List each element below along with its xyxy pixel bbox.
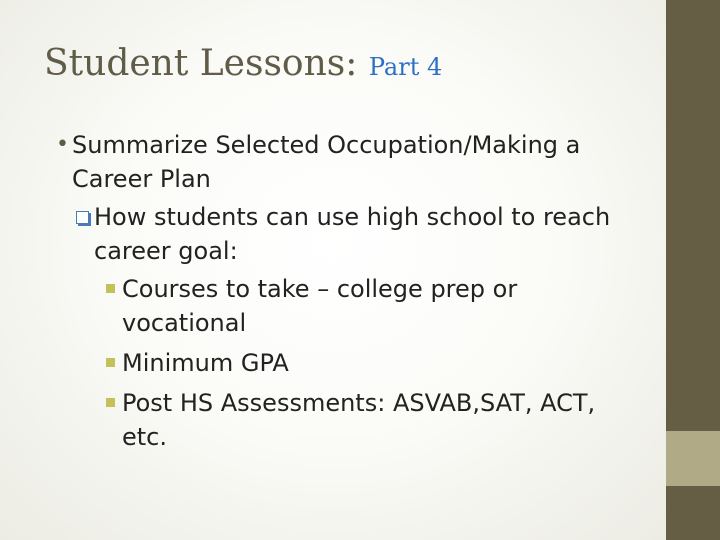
sub-sub-bullet-text: Courses to take – college prep or vocational: [122, 275, 518, 337]
title-sub: Part 4: [368, 53, 443, 81]
sub-bullet-text: How students can use high school to reach career goal:: [94, 203, 611, 265]
square-bullet-icon: [106, 358, 115, 367]
sub-sub-bullet-item: [106, 272, 636, 340]
sub-sub-bullet-text: Minimum GPA: [122, 349, 289, 377]
slide-title: [44, 44, 442, 84]
round-bullet-icon: •: [56, 132, 69, 157]
checkbox-bullet-icon: [76, 211, 89, 224]
square-bullet-icon: [106, 284, 115, 293]
sub-sub-bullet-item: [106, 386, 636, 454]
side-bar-accent: [666, 431, 720, 486]
title-main: Student Lessons:: [44, 43, 358, 84]
sub-bullet-item: [76, 200, 636, 268]
bullet-list: [56, 128, 636, 460]
bullet-item: [56, 128, 636, 196]
sub-sub-bullet-item: [106, 346, 636, 380]
square-bullet-icon: [106, 398, 115, 407]
bullet-text: Summarize Selected Occupation/Making a Career Plan: [72, 131, 581, 193]
sub-sub-bullet-text: Post HS Assessments: ASVAB,SAT, ACT, etc.: [122, 389, 596, 451]
